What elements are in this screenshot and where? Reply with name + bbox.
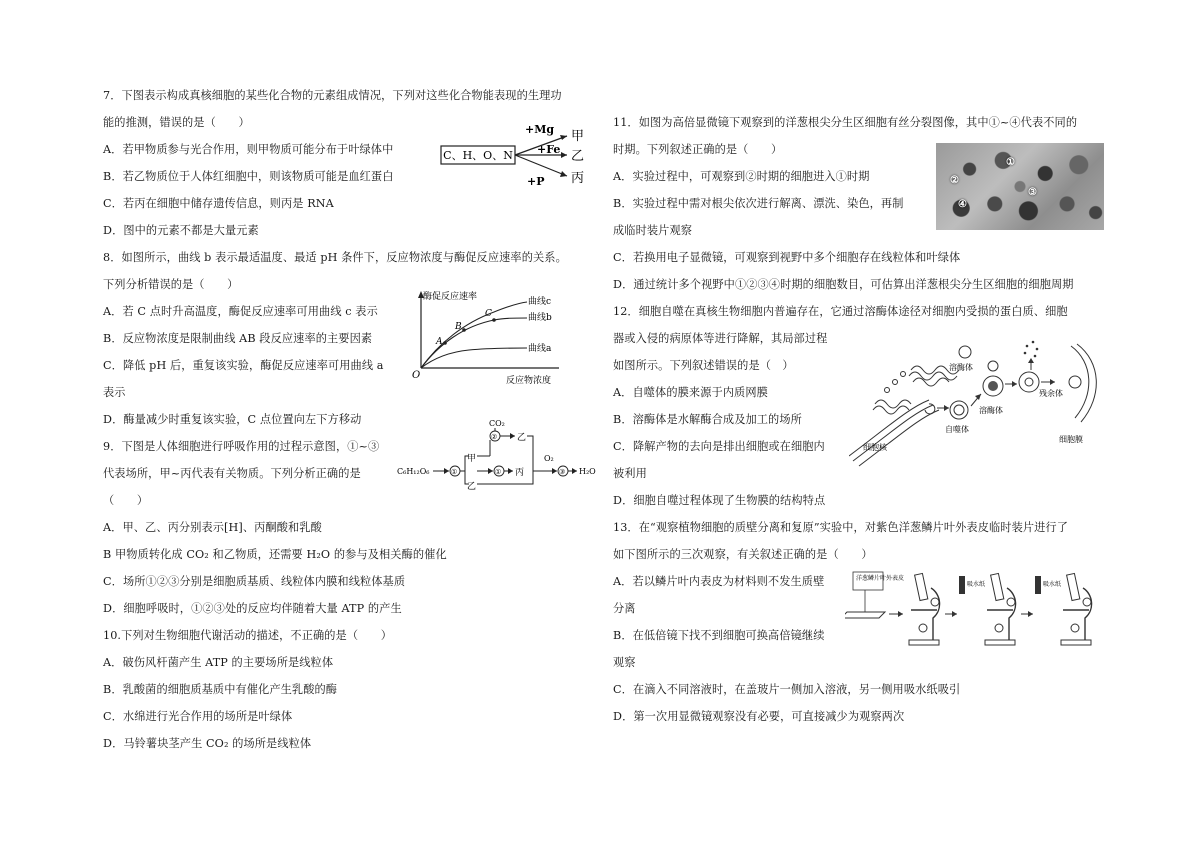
q12-option-b: B．溶酶体是水解酶合成及加工的场所: [613, 413, 802, 426]
q8-stem-line1: 8．如图所示，曲线 b 表示最适温度、最适 pH 条件下，反应物浓度与酶促反应速率的关系。: [103, 251, 567, 264]
q12-autophagosome-label: 自噬体: [945, 425, 969, 434]
q9-jia-label: 甲: [467, 454, 477, 464]
q9-site3-label: ③: [559, 468, 566, 476]
q9-yi-bottom-label: 乙: [467, 482, 477, 492]
q8-curve-a-label: 曲线a: [528, 344, 552, 354]
q13-stem-line2: 如下图所示的三次观察，有关叙述正确的是（ ）: [613, 548, 873, 561]
q10-option-b: B．乳酸菌的细胞质基质中有催化产生乳酸的酶: [103, 683, 338, 696]
microscope-1: [909, 573, 940, 645]
q9-h2o-label: H₂O: [579, 467, 596, 476]
q13-paper1-label: 吸水纸: [967, 581, 986, 588]
q8-option-c-line2: 表示: [103, 386, 126, 399]
q7-jia-label: 甲: [571, 129, 585, 144]
q12-stem-line1: 12．细胞自噬在真核生物细胞内普遍存在，它通过溶酶体途径对细胞内受损的蛋白质、细胞: [613, 305, 1068, 318]
q12-stem-line3: 如图所示。下列叙述错误的是（ ）: [613, 359, 794, 372]
q12-autophagy-diagram: [849, 338, 1111, 468]
q11-option-b-line1: B．实验过程中需对根尖依次进行解离、漂洗、染色，再制: [613, 197, 904, 210]
q7-stem-line1: 7．下图表示构成真核细胞的某些化合物的元素组成情况，下列对这些化合物能表现的生理功: [103, 89, 562, 102]
q13-stem-line1: 13．在“观察植物细胞的质壁分离和复原”实验中，对紫色洋葱鳞片叶外表皮临时装片进行了: [613, 521, 1069, 534]
q8-stem-line2: 下列分析错误的是（ ）: [103, 278, 239, 291]
q9-stem-line2: 代表场所，甲~丙代表有关物质。下列分析正确的是: [103, 467, 361, 480]
q8-y-axis-label: 酶促反应速率: [423, 292, 478, 302]
q8-x-axis-label: 反应物浓度: [506, 376, 552, 386]
q12-option-c-line1: C．降解产物的去向是排出细胞或在细胞内: [613, 440, 825, 453]
q8-point-b: B: [455, 322, 462, 332]
q7-option-b: B．若乙物质位于人体红细胞中，则该物质可能是血红蛋白: [103, 170, 394, 183]
q13-option-a-line1: A．若以鳞片叶内表皮为材料则不发生质壁: [613, 575, 825, 588]
q9-bing-label: 丙: [515, 468, 525, 478]
q8-point-a: A: [436, 337, 443, 347]
q7-stem-line2: 能的推测，错误的是（ ）: [103, 116, 250, 129]
q12-lysosome2-label: 溶酶体: [979, 406, 1003, 415]
q11-stage1-label: ①: [1006, 157, 1015, 168]
q12-residual-label: 残余体: [1039, 389, 1063, 398]
q13-option-b-line1: B．在低倍镜下找不到细胞可换高倍镜继续: [613, 629, 825, 642]
q10-option-d: D．马铃薯块茎产生 CO₂ 的场所是线粒体: [103, 737, 312, 750]
q7-element-diagram: [439, 122, 589, 188]
q11-option-a: A．实验过程中，可观察到②时期的细胞进入①时期: [613, 170, 870, 183]
q8-curve-a: [421, 348, 527, 368]
q9-option-d: D．细胞呼吸时，①②③处的反应均伴随着大量 ATP 的产生: [103, 602, 402, 615]
q12-option-d: D．细胞自噬过程体现了生物膜的结构特点: [613, 494, 826, 507]
q7-yi-label: 乙: [571, 149, 585, 164]
q7-option-d: D．图中的元素不都是大量元素: [103, 224, 259, 237]
q8-point-c: C: [485, 309, 492, 319]
q12-nucleus-label: 细胞核: [863, 443, 887, 452]
q11-stage3-label: ③: [1028, 187, 1037, 198]
q13-paper2-label: 吸水纸: [1043, 581, 1062, 588]
microscope-2: [985, 573, 1016, 645]
q10-option-c: C．水绵进行光合作用的场所是叶绿体: [103, 710, 293, 723]
q11-option-b-line2: 成临时装片观察: [613, 224, 693, 237]
q9-option-b: B 甲物质转化成 CO₂ 和乙物质，还需要 H₂O 的参与及相关酶的催化: [103, 548, 447, 561]
q10-stem: 10.下列对生物细胞代谢活动的描述，不正确的是（ ）: [103, 629, 392, 642]
q13-option-a-line2: 分离: [613, 602, 636, 615]
q7-mg-label: +Mg: [525, 123, 555, 136]
q11-stem-line2: 时期。下列叙述正确的是（ ）: [613, 143, 783, 156]
q8-option-d: D．酶量减少时重复该实验，C 点位置向左下方移动: [103, 413, 362, 426]
q9-stem-line1: 9．下图是人体细胞进行呼吸作用的过程示意图，①~③: [103, 440, 380, 453]
q9-respiration-diagram: [397, 418, 607, 498]
q13-slide-label: 洋葱鳞片叶外表皮: [856, 575, 905, 582]
q11-stage2-label: ②: [950, 175, 959, 186]
q13-microscope-sequence: [845, 566, 1115, 648]
q11-stage4-label: ④: [958, 199, 967, 210]
q9-glucose-label: C₆H₁₂O₆: [397, 467, 430, 476]
q8-origin-label: O: [412, 370, 421, 381]
q7-element-label: C、H、O、N: [443, 149, 513, 162]
q9-option-c: C．场所①②③分别是细胞质基质、线粒体内膜和线粒体基质: [103, 575, 406, 588]
q7-option-c: C．若丙在细胞中储存遗传信息，则丙是 RNA: [103, 197, 334, 210]
q11-option-d: D．通过统计多个视野中①②③④时期的细胞数目，可估算出洋葱根尖分生区细胞的细胞周期: [613, 278, 1074, 291]
q13-option-c: C．在滴入不同溶液时，在盖玻片一侧加入溶液，另一侧用吸水纸吸引: [613, 683, 961, 696]
q7-p-label: +P: [527, 175, 545, 188]
q12-lysosome1-label: 溶酶体: [949, 363, 973, 372]
q7-fe-label: +Fe: [537, 143, 561, 156]
q8-option-a: A．若 C 点时升高温度，酶促反应速率可用曲线 c 表示: [103, 305, 378, 318]
q8-option-c-line1: C．降低 pH 后，重复该实验，酶促反应速率可用曲线 a: [103, 359, 384, 372]
q8-rate-graph: [409, 288, 569, 388]
q8-curve-b-label: 曲线b: [528, 313, 552, 323]
q8-curve-c-label: 曲线c: [528, 297, 552, 307]
q9-yi-top-label: 乙: [517, 433, 527, 443]
microscope-3: [1061, 573, 1092, 645]
q9-stem-line3: （ ）: [103, 494, 149, 507]
q11-option-c: C．若换用电子显微镜，可观察到视野中多个细胞存在线粒体和叶绿体: [613, 251, 961, 264]
q9-site2-label: ②: [491, 433, 498, 441]
q9-co2-label: CO₂: [489, 419, 505, 428]
q13-option-b-line2: 观察: [613, 656, 636, 669]
q8-option-b: B．反应物浓度是限制曲线 AB 段反应速率的主要因素: [103, 332, 373, 345]
q9-option-a: A．甲、乙、丙分别表示[H]、丙酮酸和乳酸: [103, 521, 322, 534]
q11-mitosis-micrograph: [936, 143, 1104, 230]
q12-option-c-line2: 被利用: [613, 467, 647, 480]
q13-option-d: D．第一次用显微镜观察没有必要，可直接减少为观察两次: [613, 710, 905, 723]
q12-membrane-label: 细胞膜: [1059, 435, 1083, 444]
q9-o2-label: O₂: [544, 454, 554, 463]
q10-option-a: A．破伤风杆菌产生 ATP 的主要场所是线粒体: [103, 656, 334, 669]
q11-stem-line1: 11．如图为高倍显微镜下观察到的洋葱根尖分生区细胞有丝分裂图像，其中①~④代表不同的: [613, 116, 1078, 129]
q9-site1b-label: ①: [495, 468, 502, 476]
q7-bing-label: 丙: [571, 171, 585, 186]
q12-option-a: A．自噬体的膜来源于内质网膜: [613, 386, 768, 399]
q7-option-a: A．若甲物质参与光合作用，则甲物质可能分布于叶绿体中: [103, 143, 394, 156]
q9-site1-label: ①: [451, 468, 458, 476]
q12-stem-line2: 器或入侵的病原体等进行降解，其局部过程: [613, 332, 828, 345]
